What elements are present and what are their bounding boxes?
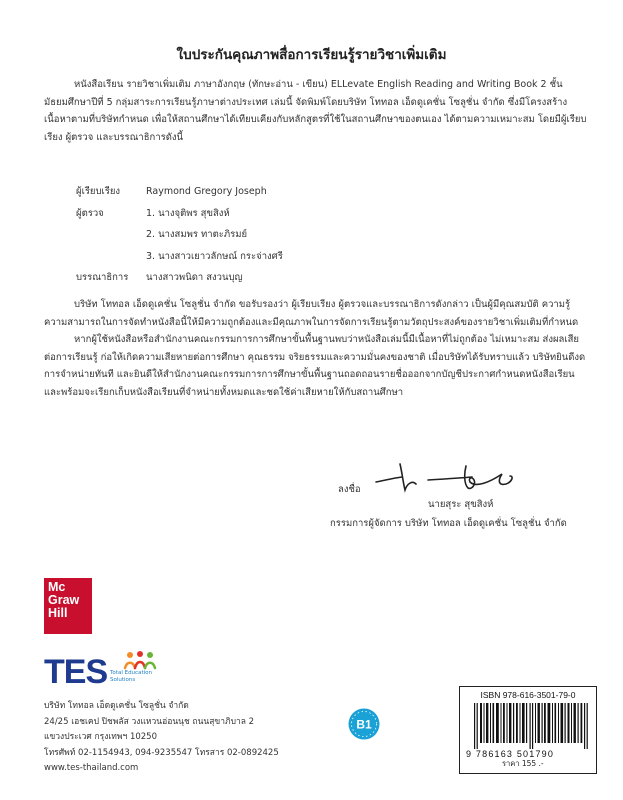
roles-list: [76, 181, 283, 289]
publisher-address: [44, 699, 279, 777]
mcgraw-hill-logo: [44, 578, 92, 634]
author-name: Raymond Gregory Joseph: [146, 186, 267, 198]
address-line: โทรศัพท์ 02-1154943, 094-9235547 โทรสาร 02-0892425: [44, 747, 279, 758]
author-row: [76, 181, 283, 203]
certification-section: [44, 296, 590, 401]
level-badge-label: B1: [356, 717, 372, 732]
mcgraw-hill-logo-line: Hill: [48, 606, 68, 620]
reviewer-row: [76, 203, 283, 225]
reviewer-row: [76, 246, 283, 268]
editor-label: บรรณาธิการ: [76, 272, 129, 284]
reviewer-label: ผู้ตรวจ: [76, 207, 104, 219]
isbn-text: ISBN 978-616-3501-79-0: [480, 690, 576, 700]
address-line: 24/25 เอชเคป ปิชพลัส วงแหวนอ่อนนุช ถนนสุขาภิบาล 2: [44, 716, 255, 727]
reviewer-2: 2. นางสมพร ทาตะภิรมย์: [146, 229, 248, 241]
tes-logo-word: TES: [44, 653, 108, 691]
barcode-digits: 9 786163 501790: [466, 749, 555, 759]
address-line: บริษัท โททอล เอ็ดดูเคชั่น โซลูชั่น จำกัด: [44, 701, 189, 711]
page-title: ใบประกันคุณภาพสื่อการเรียนรู้รายวิชาเพิ่มเติม: [176, 47, 447, 63]
reviewer-row: [76, 224, 283, 246]
editor-row: [76, 267, 283, 289]
mcgraw-hill-logo-line: Mc: [48, 580, 66, 594]
intro-paragraph: [44, 76, 590, 146]
barcode: [472, 703, 590, 749]
address-line: แขวงประเวศ กรุงเทพฯ 10250: [44, 732, 158, 742]
level-badge: [348, 708, 380, 740]
editor-name: นางสาวพนิดา สงวนบุญ: [146, 272, 243, 284]
website-link: www.tes-thailand.com: [44, 763, 139, 773]
price-label: ราคา 155 .-: [502, 759, 544, 768]
reviewer-1: 1. นางจุติพร สุขสิงห์: [146, 207, 230, 219]
signer-title: กรรมการผู้จัดการ บริษัท โททอล เอ็ดดูเคชั่น โซลูชั่น จำกัด: [330, 518, 567, 529]
certification-paragraph-2: หากผู้ใช้หนังสือหรือสำนักงานคณะกรรมการการศึกษาขั้นพื้นฐานพบว่าหนังสือเล่มนี้มีเนื้อหาที่ไม่ถูกต้อง ไม่เหมาะสม ส่งผลเสียต่อการเรียนรู้ ก่อให้เกิดความเสียหายต่อการศึกษา คุณธรรม จริยธรรมและความมั่นคงของชาติ เมื่อบริษัทได้รับทราบแล้ว บริษัทยินดีงดการจำหน่ายทันที และยินดีให้สำนักงานคณะกรรมการการศึกษาขั้นพื้นฐานถอดถอนรายชื่อออกจากบัญชีประกาศกำหนดหนังสือเรียน และพร้อมจะเรียกเก็บหนังสือเรียนที่จำหน่ายทั้งหมดและชดใช้ค่าเสียหายให้กับสถานศึกษา: [44, 334, 586, 398]
reviewer-3: 3. นางสาวเยาวลักษณ์ กระจ่างศรี: [146, 250, 283, 262]
sign-label: ลงชื่อ: [338, 484, 361, 495]
people-icon: [122, 650, 158, 670]
author-label: ผู้เรียบเรียง: [76, 186, 121, 198]
signer-name: นายสุระ สุขสิงห์: [428, 499, 494, 510]
mcgraw-hill-logo-line: Graw: [48, 593, 80, 607]
handwritten-signature: [372, 460, 522, 496]
tes-logo-subtitle: Total Education Solutions: [110, 670, 152, 683]
tes-logo: [44, 650, 164, 694]
certification-paragraph-1: บริษัท โททอล เอ็ดดูเคชั่น โซลูชั่น จำกัด ขอรับรองว่า ผู้เรียบเรียง ผู้ตรวจและบรรณาธิการดังกล่าว เป็นผู้มีคุณสมบัติ ความรู้ ความสามารถในการจัดทำหนังสือนี้ให้มีความถูกต้องและมีคุณภาพในการจัดการเรียนรู้ตามวัตถุประสงค์ของรายวิชาเพิ่มเติมที่กำหนด: [44, 299, 579, 328]
intro-text: หนังสือเรียน รายวิชาเพิ่มเติม ภาษาอังกฤษ (ทักษะอ่าน - เขียน) ELLevate English Reading and Writing Book 2 ชั้นมัธยมศึกษาปีที่ 5 กลุ่มสาระการเรียนรู้ภาษาต่างประเทศ เล่มนี้ จัดพิมพ์โดยบริษัท โททอล เอ็ดดูเคชั่น โซลูชั่น จำกัด ซึ่งมีโครงสร้างเนื้อหาตามที่บริษัทกำหนด เพื่อให้สถานศึกษาได้เทียบเคียงกับหลักสูตรที่ใช้ในสถานศึกษาของตนเอง ได้ตามความเหมาะสม โดยมีผู้เรียบเรียง ผู้ตรวจ และบรรณาธิการดังนี้: [44, 79, 587, 143]
